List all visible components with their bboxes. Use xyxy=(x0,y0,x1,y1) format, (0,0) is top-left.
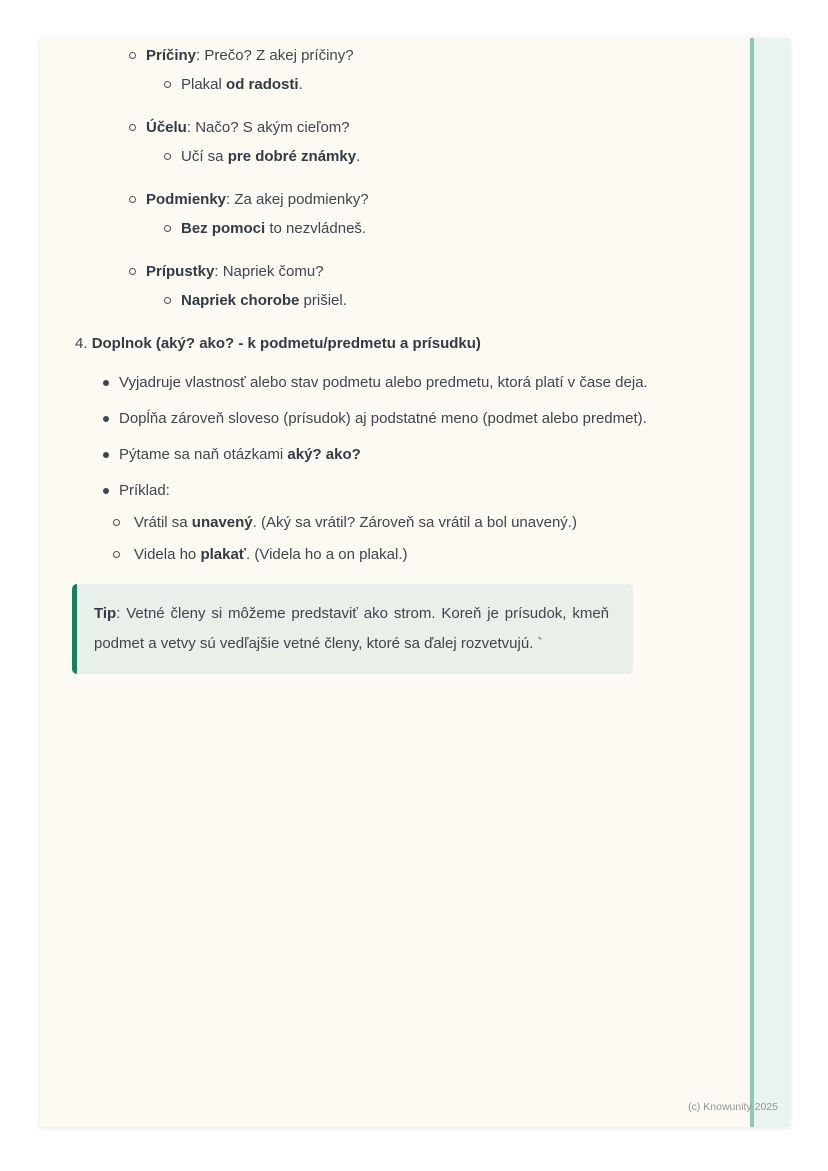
text-segment: Plakal xyxy=(181,76,227,93)
bold-text-segment: Prípustky xyxy=(146,263,215,280)
list-item xyxy=(112,509,648,536)
text-segment: . (Aký sa vrátil? Zároveň sa vrátil a bol unavený.) xyxy=(252,514,577,531)
bold-text-segment: plakať xyxy=(200,546,246,563)
text-segment: Vrátil sa xyxy=(134,514,192,531)
text-segment: : Napriek čomu? xyxy=(214,263,324,280)
text-segment: Dopĺňa zároveň sloveso (prísudok) aj podstatné meno (podmet alebo predmet). xyxy=(119,410,647,427)
sublist xyxy=(163,215,730,242)
text-segment: . (Videla ho a on plakal.) xyxy=(246,546,408,563)
text-segment: Pýtame sa naň otázkami xyxy=(119,446,288,463)
text-segment: Vyjadruje vlastnosť alebo stav podmetu alebo predmetu, ktorá platí v čase deja. xyxy=(119,374,648,391)
list-item xyxy=(128,186,730,213)
sublist xyxy=(163,71,730,98)
bold-text-segment: Príčiny xyxy=(146,47,197,64)
list-item xyxy=(112,541,648,568)
list-item xyxy=(163,215,730,242)
bold-text-segment: pre dobré známky xyxy=(227,148,357,165)
text-segment: : Načo? S akým cieľom? xyxy=(186,119,350,136)
bold-text-segment: od radosti xyxy=(226,76,299,93)
sublist xyxy=(163,287,730,314)
list-item xyxy=(103,441,648,468)
bold-text-segment: Napriek chorobe xyxy=(181,292,300,309)
list-item xyxy=(163,71,730,98)
text-segment: : Za akej podmienky? xyxy=(226,191,369,208)
bold-text-segment: Bez pomoci xyxy=(181,220,266,237)
text-segment: to nezvládneš. xyxy=(265,220,367,237)
text-segment: Príklad: xyxy=(119,482,170,499)
text-segment: : Vetné členy si môžeme predstaviť ako strom. Koreň je prísudok, kmeň podmet a vetvy sú vedľajšie vetné členy, ktoré sa ďalej rozvetvujú. ` xyxy=(94,605,609,652)
copyright-footer: (c) Knowunity 2025 xyxy=(688,1101,778,1113)
text-segment: Učí sa xyxy=(181,148,228,165)
sublist xyxy=(163,143,730,170)
page-content xyxy=(40,38,790,674)
bold-text-segment: Tip xyxy=(94,605,117,622)
bold-text-segment: Doplnok (aký? ako? - k podmetu/predmetu a prísudku) xyxy=(91,335,481,352)
list-group xyxy=(128,186,730,242)
bold-text-segment: unavený xyxy=(191,514,253,531)
list-item xyxy=(103,405,648,432)
section-heading-doplnok xyxy=(75,330,730,358)
examples-sublist xyxy=(112,509,648,568)
text-segment: prišiel. xyxy=(299,292,347,309)
list-group xyxy=(128,42,730,98)
bold-text-segment: aký? ako? xyxy=(287,446,361,463)
tip-callout-box xyxy=(72,584,633,674)
list-item xyxy=(103,477,648,504)
list-group xyxy=(128,114,730,170)
text-segment: . xyxy=(298,76,303,93)
bold-text-segment: Účelu xyxy=(146,119,187,136)
tip-text xyxy=(94,599,609,659)
list-group xyxy=(103,477,648,568)
list-item xyxy=(163,143,730,170)
list-item xyxy=(163,287,730,314)
text-segment: Videla ho xyxy=(134,546,201,563)
list-group xyxy=(128,258,730,314)
text-segment: . xyxy=(356,148,361,165)
adverbial-types-list xyxy=(128,42,730,314)
list-item xyxy=(103,369,648,396)
bold-text-segment: Podmienky xyxy=(146,191,227,208)
list-item xyxy=(128,42,730,69)
text-segment: : Prečo? Z akej príčiny? xyxy=(196,47,354,64)
document-page xyxy=(40,38,790,1127)
doplnok-points-list xyxy=(103,369,730,568)
list-item xyxy=(128,114,730,141)
list-item xyxy=(128,258,730,285)
text-segment: 4. xyxy=(75,335,92,352)
